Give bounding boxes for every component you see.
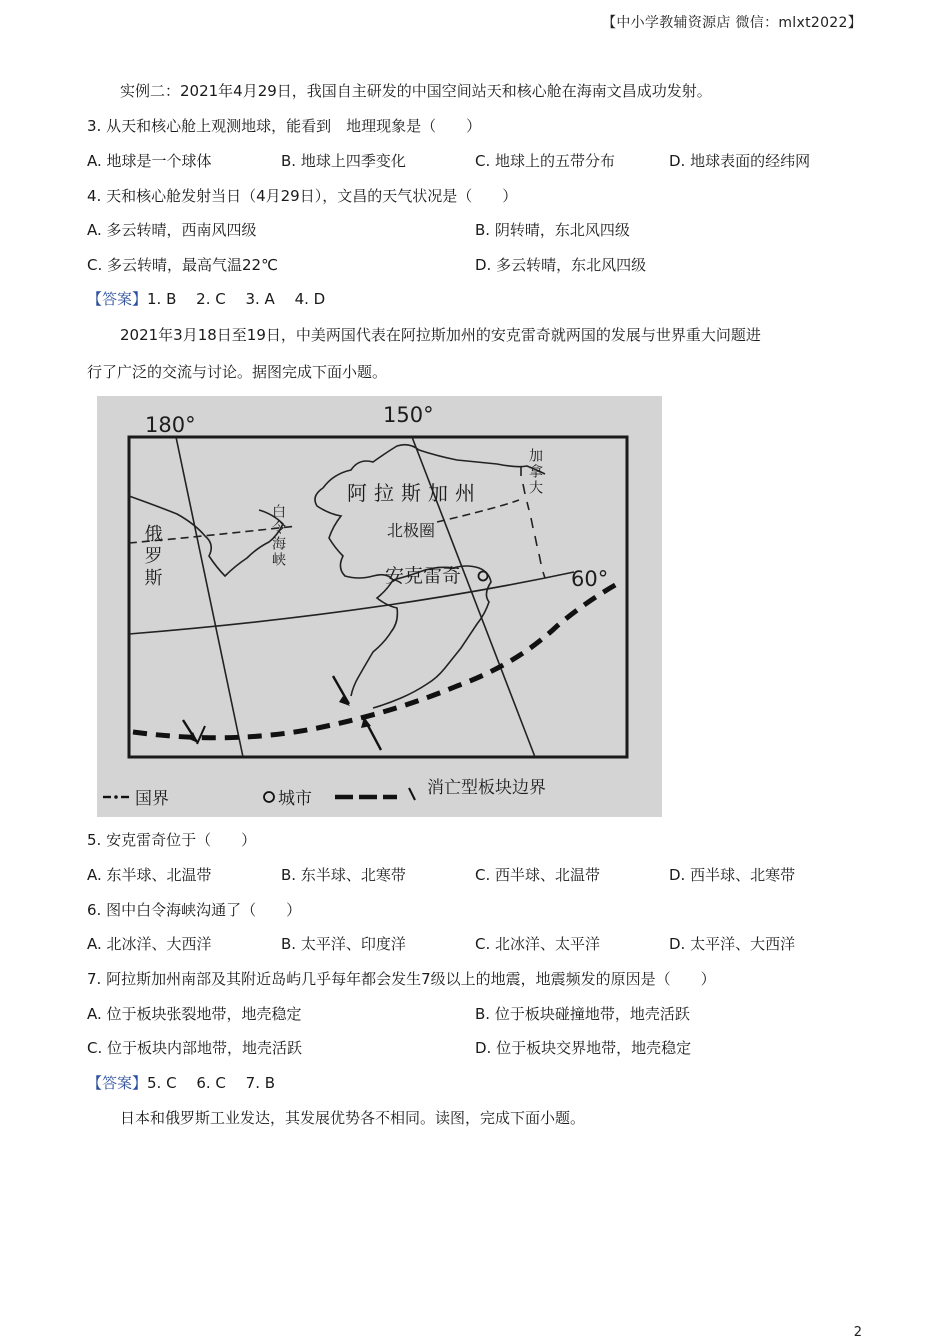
question-3-stem: 3. 从天和核心舱上观测地球，能看到 地理现象是（ ） <box>87 117 482 135</box>
question-4-option-c: C. 多云转晴，最高气温22℃ <box>87 256 278 274</box>
question-5-option-d: D. 西半球、北寒带 <box>669 866 796 884</box>
question-6-option-a: A. 北冰洋、大西洋 <box>87 935 212 953</box>
answer-block-1 <box>87 289 325 309</box>
legend-boundary-label: 消亡型板块边界 <box>427 778 546 798</box>
label-150-degree: 150° <box>383 403 434 427</box>
question-6-option-c: C. 北冰洋、太平洋 <box>475 935 601 953</box>
arctic-circle-line <box>129 500 519 543</box>
label-180-degree: 180° <box>145 413 196 437</box>
question-5-option-c: C. 西半球、北温带 <box>475 866 601 884</box>
map-legend <box>103 778 546 809</box>
passage-2-line-1: 2021年3月18日至19日，中美两国代表在阿拉斯加州的安克雷奇就两国的发展与世界重大问题进 <box>120 326 761 344</box>
label-bering-strait: 白令海峡 <box>270 504 286 568</box>
label-arctic-circle: 北极圈 <box>387 521 436 540</box>
page-number: 2 <box>853 1325 862 1340</box>
intro-example-two: 实例二：2021年4月29日，我国自主研发的中国空间站天和核心舱在海南文昌成功发射。 <box>120 82 712 100</box>
question-6-stem: 6. 图中白令海峡沟通了（ ） <box>87 901 302 919</box>
parallel-60-line <box>129 572 574 634</box>
question-5-option-b: B. 东半球、北寒带 <box>281 866 406 884</box>
answer-tag: 【答案】 <box>87 1074 148 1092</box>
label-anchorage: 安克雷奇 <box>385 565 462 587</box>
question-7-stem: 7. 阿拉斯加州南部及其附近岛屿几乎每年都会发生7级以上的地震，地震频发的原因是（ ） <box>87 970 716 988</box>
question-3-option-d: D. 地球表面的经纬网 <box>669 152 811 170</box>
question-3-option-b: B. 地球上四季变化 <box>281 152 406 170</box>
legend-city-label: 城市 <box>278 789 312 809</box>
answer-block-2 <box>87 1073 275 1093</box>
label-russia: 俄罗斯 <box>141 524 163 590</box>
question-7-option-c: C. 位于板块内部地带，地壳活跃 <box>87 1039 303 1057</box>
question-4-option-d: D. 多云转晴，东北风四级 <box>475 256 647 274</box>
page-header: 【中小学教辅资源店 微信：mlxt2022】 <box>602 15 862 31</box>
meridian-180-line <box>176 437 243 757</box>
passage-2-line-2: 行了广泛的交流与讨论。据图完成下面小题。 <box>87 363 388 381</box>
question-6-option-b: B. 太平洋、印度洋 <box>281 935 406 953</box>
answer-tag: 【答案】 <box>87 290 148 308</box>
answer-text: 1. B 2. C 3. A 4. D <box>147 290 326 308</box>
question-5-option-a: A. 东半球、北温带 <box>87 866 212 884</box>
question-4-stem: 4. 天和核心舱发射当日（4月29日），文昌的天气状况是（ ） <box>87 187 518 205</box>
question-6-option-d: D. 太平洋、大西洋 <box>669 935 796 953</box>
question-4-option-a: A. 多云转晴，西南风四级 <box>87 221 257 239</box>
anchorage-city-symbol <box>479 572 488 581</box>
question-4-option-b: B. 阴转晴，东北风四级 <box>475 221 630 239</box>
question-7-option-b: B. 位于板块碰撞地带，地壳活跃 <box>475 1005 690 1023</box>
alaska-map-svg <box>97 396 662 817</box>
label-60-degree: 60° <box>571 567 609 591</box>
passage-3: 日本和俄罗斯工业发达，其发展优势各不相同。读图，完成下面小题。 <box>120 1109 586 1127</box>
question-7-option-d: D. 位于板块交界地带，地壳稳定 <box>475 1039 692 1057</box>
question-3-option-c: C. 地球上的五带分布 <box>475 152 616 170</box>
label-canada: 加拿大 <box>527 448 543 496</box>
question-3-option-a: A. 地球是一个球体 <box>87 152 212 170</box>
label-alaska: 阿拉斯加州 <box>347 481 482 505</box>
question-5-stem: 5. 安克雷奇位于（ ） <box>87 831 257 849</box>
legend-border-label: 国界 <box>135 789 169 809</box>
legend-city-symbol <box>264 792 274 802</box>
answer-text: 5. C 6. C 7. B <box>147 1074 276 1092</box>
alaska-map-figure <box>97 396 662 817</box>
question-7-option-a: A. 位于板块张裂地带，地壳稳定 <box>87 1005 302 1023</box>
